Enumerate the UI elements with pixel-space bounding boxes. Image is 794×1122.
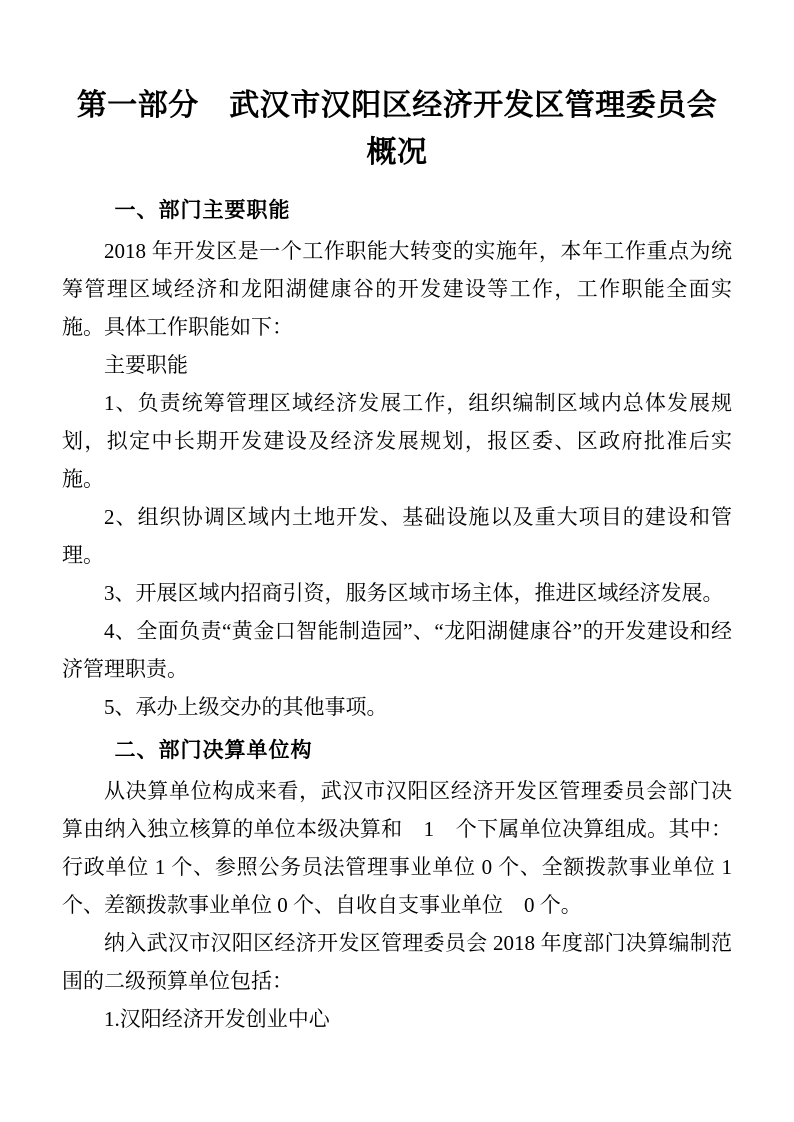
section-heading-budget-units: 二、部门决算单位构: [114, 739, 313, 762]
document-title: 第一部分 武汉市汉阳区经济开发区管理委员会概况: [76, 89, 718, 169]
paragraph: 纳入武汉市汉阳区经济开发区管理委员会 2018 年度部门决算编制范围的二级预算单位包括：: [62, 931, 732, 993]
paragraph: 1.汉阳经济开发创业中心: [104, 1007, 330, 1031]
paragraph: 从决算单位构成来看，武汉市汉阳区经济开发区管理委员会部门决算由纳入独立核算的单位本级决算和 1 个下属单位决算组成。其中：行政单位 1 个、参照公务员法管理事业单位 0 个、全额拨款事业单位 1 个、差额拨款事业单位 0 个、自收自支事业单位 0 个。: [62, 779, 732, 917]
section-main-functions: [62, 192, 732, 726]
paragraph: 2018 年开发区是一个工作职能大转变的实施年，本年工作重点为统筹管理区域经济和龙阳湖健康谷的开发建设等工作，工作职能全面实施。具体工作职能如下：: [62, 239, 732, 339]
paragraph: 4、全面负责“黄金口智能制造园”、“龙阳湖健康谷”的开发建设和经济管理职责。: [62, 619, 732, 681]
section-heading-main-functions: 一、部门主要职能: [114, 199, 291, 222]
section-budget-units: [62, 732, 732, 1038]
paragraph: 主要职能: [104, 353, 188, 377]
paragraph: 3、开展区域内招商引资，服务区域市场主体，推进区域经济发展。: [104, 581, 724, 605]
paragraph: 1、负责统筹管理区域经济发展工作，组织编制区域内总体发展规划，拟定中长期开发建设及经济发展规划，报区委、区政府批准后实施。: [62, 391, 732, 491]
paragraph: 5、承办上级交办的其他事项。: [104, 695, 388, 719]
paragraph: 2、组织协调区域内土地开发、基础设施以及重大项目的建设和管理。: [62, 505, 732, 567]
